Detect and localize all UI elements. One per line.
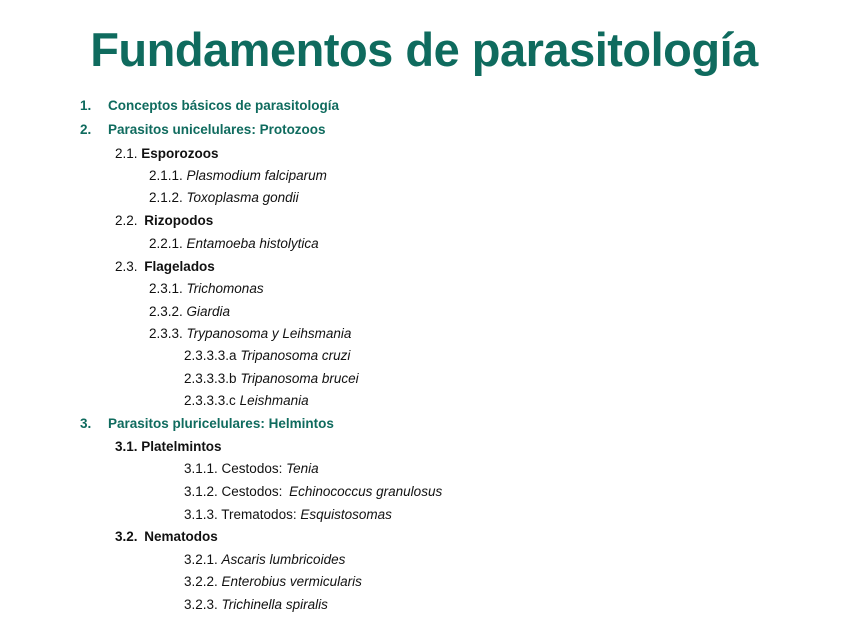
outline-prefix: Cestodos:	[221, 484, 283, 499]
outline-label: Platelmintos	[141, 439, 222, 454]
outline-item-ascaris	[184, 551, 345, 569]
outline-label: Trypanosoma y Leihsmania	[186, 326, 352, 341]
outline-label: Parasitos unicelulares: Protozoos	[108, 122, 326, 137]
outline-number: 3.2.	[115, 529, 138, 544]
outline-number: 2.1.	[115, 146, 138, 161]
outline-item-tripanosoma-cruzi	[184, 347, 350, 365]
outline-label: Entamoeba histolytica	[186, 236, 319, 251]
outline-number: 2.3.3.3.c	[184, 393, 236, 408]
outline-label: Conceptos básicos de parasitología	[108, 98, 340, 113]
outline-label: Flagelados	[144, 259, 215, 274]
outline-item-rizopodos	[115, 212, 213, 230]
outline-number: 3.1.3.	[184, 507, 218, 522]
outline-label: Esquistosomas	[300, 507, 392, 522]
outline-label: Tenia	[286, 461, 319, 476]
outline-number: 2.3.	[115, 259, 138, 274]
outline-number: 3.	[80, 416, 92, 431]
outline-item-flagelados	[115, 258, 215, 276]
outline-prefix: Cestodos:	[221, 461, 283, 476]
outline-label: Enterobius vermicularis	[221, 574, 362, 589]
outline-label: Echinococcus granulosus	[289, 484, 443, 499]
outline-item-tripanosoma-brucei	[184, 370, 359, 388]
outline-item-concepts	[108, 97, 339, 115]
outline-label: Rizopodos	[144, 213, 214, 228]
outline-number: 3.2.3.	[184, 597, 218, 612]
outline-item-esporozoos	[115, 145, 219, 163]
outline-number: 2.3.1.	[149, 281, 183, 296]
outline-item-nematodos	[115, 528, 218, 546]
outline-number: 3.1.2.	[184, 484, 218, 499]
outline-label: Tripanosoma cruzi	[240, 348, 351, 363]
outline-number: 3.1.1.	[184, 461, 218, 476]
outline-number: 2.	[80, 122, 92, 137]
outline-number: 2.3.3.3.b	[184, 371, 237, 386]
outline-number: 3.1.	[115, 439, 138, 454]
outline-label: Esporozoos	[141, 146, 219, 161]
outline-item-giardia	[149, 303, 230, 321]
outline-item-toxoplasma	[149, 189, 299, 207]
outline-item-trichinella	[184, 596, 328, 614]
outline-item-enterobius	[184, 573, 362, 591]
outline-number: 2.1.2.	[149, 190, 183, 205]
outline-label: Ascaris lumbricoides	[221, 552, 346, 567]
outline-number: 2.2.	[115, 213, 138, 228]
outline-item-trypanosoma	[149, 325, 351, 343]
outline-number: 2.1.1.	[149, 168, 183, 183]
outline-label: Trichinella spiralis	[221, 597, 328, 612]
outline-item-trichomonas	[149, 280, 264, 298]
outline-number: 3.2.1.	[184, 552, 218, 567]
outline-number: 1.	[80, 98, 92, 113]
outline-item-esquistosomas	[184, 506, 392, 524]
outline-number: 2.3.3.3.a	[184, 348, 237, 363]
outline-label: Nematodos	[144, 529, 218, 544]
outline-label: Tripanosoma brucei	[240, 371, 359, 386]
outline-prefix: Trematodos:	[221, 507, 297, 522]
slide-title: Fundamentos de parasitología	[90, 23, 758, 76]
outline-label: Toxoplasma gondii	[186, 190, 299, 205]
outline-item-entamoeba	[149, 235, 319, 253]
outline-item-helmintos	[108, 415, 334, 433]
outline-label: Leishmania	[239, 393, 309, 408]
outline-item-platelmintos	[115, 438, 222, 456]
outline-label: Giardia	[186, 304, 231, 319]
outline-number: 2.2.1.	[149, 236, 183, 251]
outline-number: 2.3.2.	[149, 304, 183, 319]
outline-item-echinococcus	[184, 483, 442, 501]
outline-item-leishmania	[184, 392, 309, 410]
outline-item-plasmodium	[149, 167, 327, 185]
outline-item-tenia	[184, 460, 319, 478]
outline-label: Parasitos pluricelulares: Helmintos	[108, 416, 334, 431]
outline-label: Trichomonas	[186, 281, 264, 296]
outline-number: 3.2.2.	[184, 574, 218, 589]
outline-item-protozoos	[108, 121, 326, 139]
outline-label: Plasmodium falciparum	[186, 168, 327, 183]
outline-number: 2.3.3.	[149, 326, 183, 341]
